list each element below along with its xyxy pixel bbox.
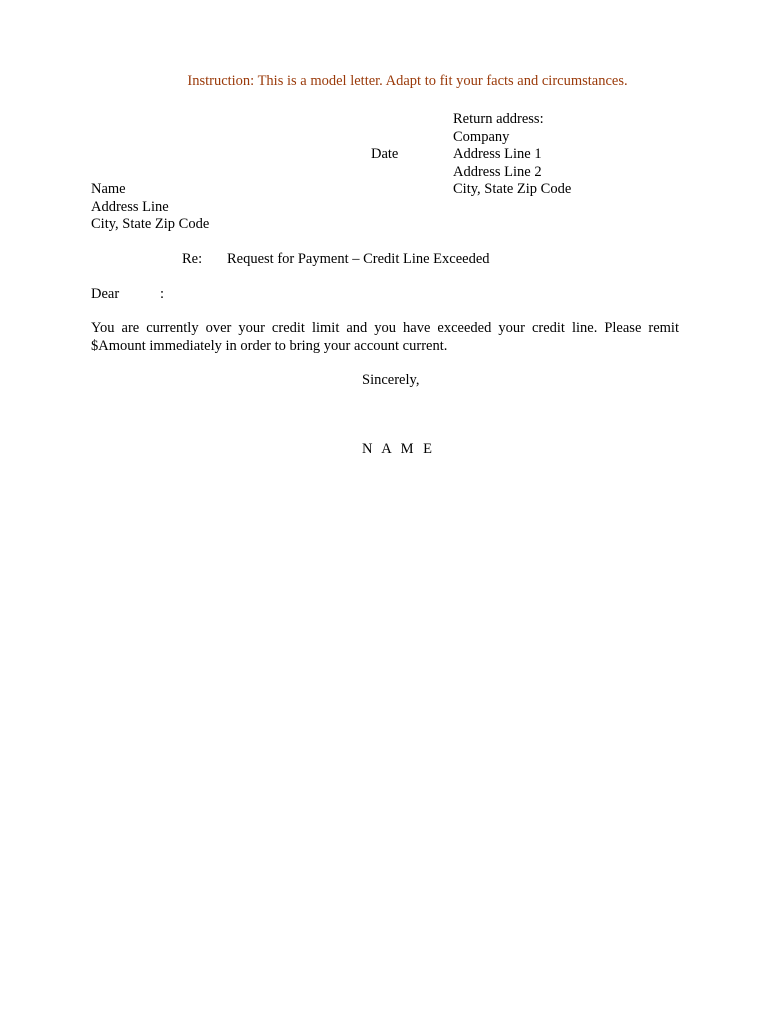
recipient-name: Name bbox=[91, 181, 126, 197]
return-address-company: Company bbox=[453, 128, 510, 145]
date-field: Date bbox=[371, 146, 399, 162]
recipient-city-state-zip: City, State Zip Code bbox=[91, 216, 210, 232]
return-address-heading: Return address: bbox=[453, 111, 544, 127]
instruction-note: Instruction: This is a model letter. Adapt to fit your facts and circumstances. bbox=[187, 73, 628, 89]
re-label: Re: bbox=[182, 251, 203, 267]
signature-name: N A M E bbox=[362, 441, 435, 457]
return-address-city-state-zip: City, State Zip Code bbox=[453, 181, 572, 197]
return-address-block bbox=[453, 111, 571, 199]
closing: Sincerely, bbox=[362, 372, 420, 388]
letter-body-paragraph bbox=[91, 320, 679, 355]
recipient-address-block bbox=[91, 181, 209, 234]
letter-body-line-1: You are currently over your credit limit and you have exceeded your credit line. Please remit bbox=[91, 320, 679, 336]
return-address-line-2: Address Line 2 bbox=[453, 163, 542, 180]
recipient-address-line: Address Line bbox=[91, 198, 169, 215]
return-address-line-1: Address Line 1 bbox=[453, 146, 542, 162]
letter-body-line-2: $Amount immediately in order to bring your account current. bbox=[91, 337, 448, 354]
salutation-dear: Dear bbox=[91, 286, 120, 302]
re-subject: Request for Payment – Credit Line Exceeded bbox=[227, 251, 490, 267]
salutation-colon: : bbox=[160, 286, 165, 302]
